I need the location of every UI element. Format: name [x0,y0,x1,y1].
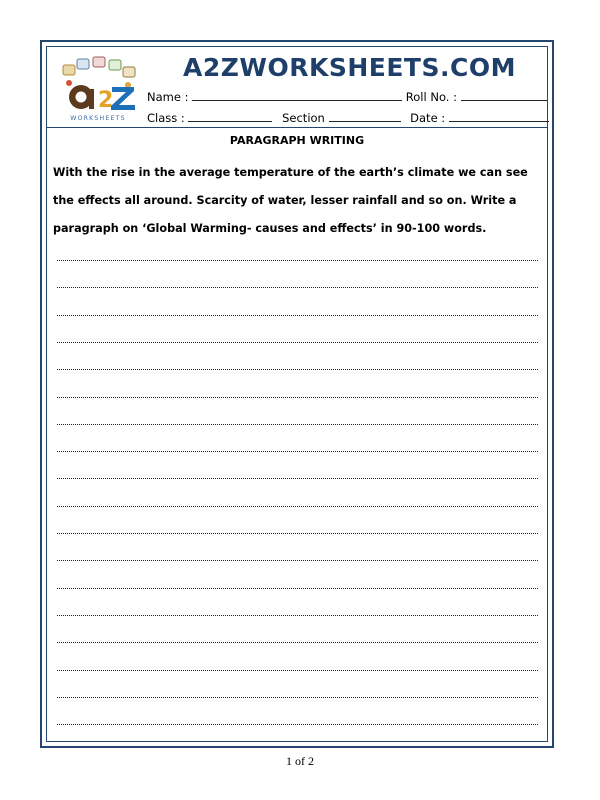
writing-line[interactable] [57,697,538,698]
roll-blank[interactable] [461,90,547,101]
writing-line[interactable] [57,397,538,398]
writing-line[interactable] [57,260,538,261]
logo-doodles [63,57,135,88]
section-blank[interactable] [329,111,401,122]
writing-line[interactable] [57,560,538,561]
page-indicator: 1 of 2 [286,754,314,768]
name-label: Name : [147,90,189,104]
worksheet-header [47,47,547,128]
writing-line[interactable] [57,342,538,343]
writing-line[interactable] [57,724,538,725]
writing-line[interactable] [57,369,538,370]
a2z-logo [55,55,141,123]
page-border [40,40,554,748]
writing-line[interactable] [57,670,538,671]
writing-line[interactable] [57,615,538,616]
writing-line[interactable] [57,424,538,425]
logo-caption: WORKSHEETS [70,115,126,122]
date-label: Date : [410,111,446,125]
writing-line[interactable] [57,533,538,534]
name-roll-row [147,90,547,104]
svg-text:2: 2 [98,88,114,113]
class-blank[interactable] [188,111,272,122]
class-section-date-row [147,111,549,125]
writing-line[interactable] [57,478,538,479]
name-blank[interactable] [192,90,402,101]
site-title: A2ZWORKSHEETS.COM [183,53,516,82]
roll-label: Roll No. : [405,90,457,104]
class-label: Class : [147,111,185,125]
worksheet-heading: PARAGRAPH WRITING [229,134,365,147]
logo-letters [69,85,135,113]
writing-line[interactable] [57,315,538,316]
date-blank[interactable] [449,111,549,122]
instruction-text: With the rise in the average temperature of the earth’s climate we can see the effects all around. Scarcity of water, lesser rainfall and so on. Write a paragraph on ‘Global Warming- causes and effects’ in 90-100 words. [53,166,528,235]
writing-line[interactable] [57,451,538,452]
section-label: Section [282,111,325,125]
writing-line[interactable] [57,506,538,507]
page-inner-border [46,46,548,742]
writing-line[interactable] [57,588,538,589]
writing-line[interactable] [57,287,538,288]
writing-line[interactable] [57,642,538,643]
